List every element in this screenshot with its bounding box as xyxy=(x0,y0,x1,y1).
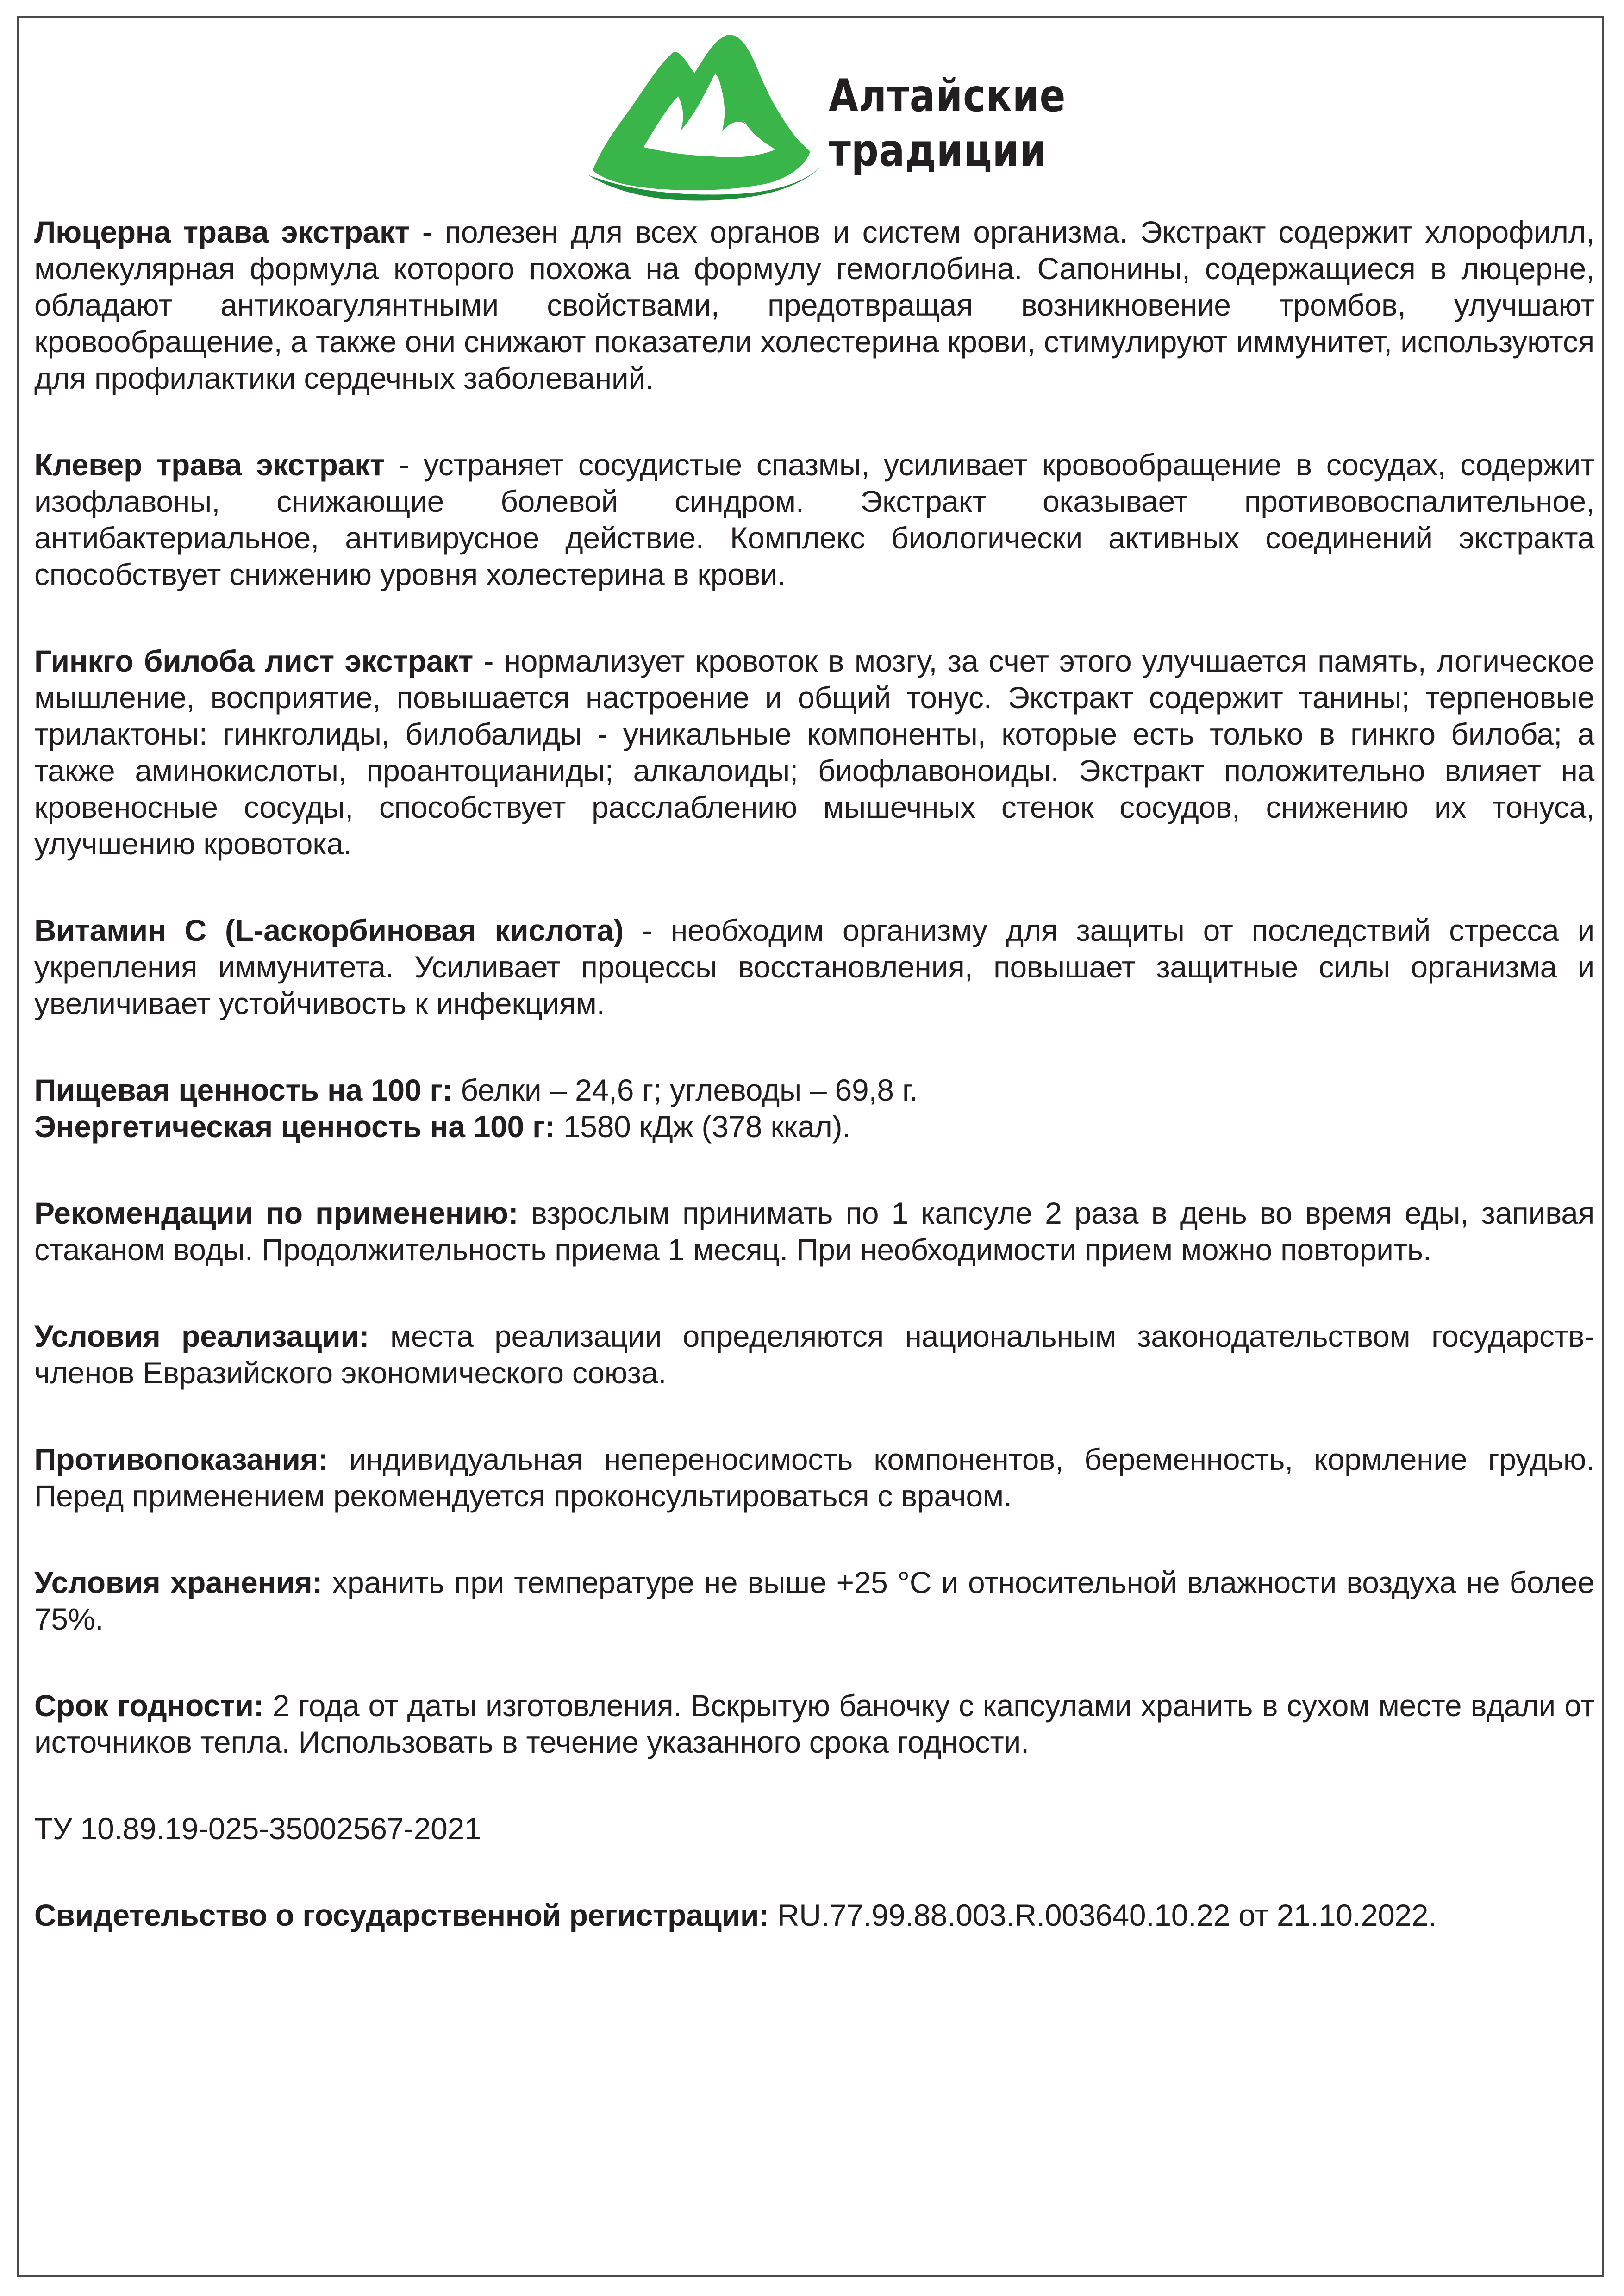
paragraph-contraindications xyxy=(34,1441,1594,1514)
paragraph-body: необходим организму для защиты от последствий стресса и укрепления иммунитета. Усиливает процессы восстановления, повышает защитные силы организма и увеличивает устойчивость к инфекциям. xyxy=(34,913,1594,1020)
paragraph-title: Противопоказания: xyxy=(34,1442,328,1476)
paragraph-storage xyxy=(34,1564,1594,1637)
paragraph-body: устраняет сосудистые спазмы, усиливает кровообращение в сосудах, содержит изофлавоны, снижающие болевой синдром. Экстракт оказывает противовоспалительное, антибактериальное, антивирусное действие. Комплекс биологически активных соединений экстракта способствует снижению уровня холестерина в крови. xyxy=(34,448,1594,591)
paragraph-title: Свидетельство о государственной регистрации: xyxy=(34,1898,769,1932)
paragraph-certificate xyxy=(34,1897,1594,1934)
paragraph-title: Срок годности: xyxy=(34,1688,264,1723)
paragraph-separator: - xyxy=(409,215,445,249)
paragraph-shelf-life xyxy=(34,1687,1594,1761)
brand-line-1: Алтайские xyxy=(829,70,1066,122)
paragraph-body: 1580 кДж (378 ккал). xyxy=(563,1109,851,1144)
paragraph-usage xyxy=(34,1195,1594,1268)
paragraph-separator: - xyxy=(624,913,671,947)
paragraph-alfalfa xyxy=(34,214,1594,397)
paragraph-title: Гинкго билоба лист экстракт xyxy=(34,644,474,678)
mountain-logo-icon xyxy=(588,31,829,203)
paragraph-title: Витамин С (L-аскорбиновая кислота) xyxy=(34,913,624,947)
paragraph-title: Рекомендации по применению: xyxy=(34,1196,518,1230)
brand-name xyxy=(829,68,1066,178)
paragraph-title: Условия реализации: xyxy=(34,1319,369,1353)
paragraph-body: индивидуальная непереносимость компонентов, беременность, кормление грудью. Перед применением рекомендуется проконсультироваться с врачом. xyxy=(34,1442,1594,1513)
paragraph-title: Энергетическая ценность на 100 г: xyxy=(34,1109,555,1144)
paragraph-vitamin-c xyxy=(34,912,1594,1022)
paragraph-body: полезен для всех органов и систем организма. Экстракт содержит хлорофилл, молекулярная формула которого похожа на формулу гемоглобина. Сапонины, содержащиеся в люцерне, обладают антикоагулянтными свойствами, предотвращая возникновение тромбов, улучшают кровообращение, а также они снижают показатели холестерина крови, стимулируют иммунитет, используются для профилактики сердечных заболеваний. xyxy=(34,215,1594,395)
paragraph-tu xyxy=(34,1811,1594,1847)
paragraph-separator xyxy=(452,1073,461,1107)
paragraph-separator: - xyxy=(384,448,424,482)
paragraph-separator: - xyxy=(473,644,504,678)
paragraph-separator xyxy=(264,1688,273,1723)
paragraph-title: Условия хранения: xyxy=(34,1565,323,1599)
paragraph-body: места реализации определяются национальным законодательством государств-членов Евразийского экономического союза. xyxy=(34,1319,1594,1390)
paragraph-title: Клевер трава экстракт xyxy=(34,448,385,482)
paragraph-separator xyxy=(322,1565,332,1599)
paragraph-separator xyxy=(555,1109,563,1144)
paragraph-clover xyxy=(34,447,1594,593)
paragraph-body: хранить при температуре не выше +25 °С и относительной влажности воздуха не более 75%. xyxy=(34,1565,1594,1636)
paragraph-separator xyxy=(769,1898,777,1932)
paragraph-title: Люцерна трава экстракт xyxy=(34,215,410,249)
paragraph-body: ТУ 10.89.19-025-35002567-2021 xyxy=(34,1811,481,1846)
paragraph-body: белки – 24,6 г; углеводы – 69,8 г. xyxy=(461,1073,918,1107)
paragraph-body: RU.77.99.88.003.R.003640.10.22 от 21.10.2022. xyxy=(777,1898,1437,1932)
paragraph-separator xyxy=(369,1319,390,1353)
paragraph-energy xyxy=(34,1108,1594,1145)
paragraph-separator xyxy=(518,1196,531,1230)
paragraph-title: Пищевая ценность на 100 г: xyxy=(34,1073,453,1107)
brand-logo xyxy=(588,31,1066,203)
paragraph-separator xyxy=(328,1442,349,1476)
paragraph-nutrition xyxy=(34,1072,1594,1108)
label-text xyxy=(34,214,1594,1984)
brand-line-2: традиции xyxy=(829,124,1047,176)
paragraph-body: нормализует кровоток в мозгу, за счет этого улучшается память, логическое мышление, восприятие, повышается настроение и общий тонус. Экстракт содержит танины; терпеновые трилактоны: гинкголиды, билобалиды - уникальные компоненты, которые есть только в гинкго билоба; а также аминокислоты, проантоцианиды; алкалоиды; биофлавоноиды. Экстракт положительно влияет на кровеносные сосуды, способствует расслаблению мышечных стенок сосудов, снижению их тонуса, улучшению кровотока. xyxy=(34,644,1594,861)
paragraph-sale xyxy=(34,1318,1594,1391)
paragraph-body: 2 года от даты изготовления. Вскрытую баночку с капсулами хранить в сухом месте вдали от источников тепла. Использовать в течение указанного срока годности. xyxy=(34,1688,1594,1759)
paragraph-body: взрослым принимать по 1 капсуле 2 раза в день во время еды, запивая стаканом воды. Продолжительность приема 1 месяц. При необходимости прием можно повторить. xyxy=(34,1196,1595,1267)
paragraph-ginkgo xyxy=(34,643,1594,862)
